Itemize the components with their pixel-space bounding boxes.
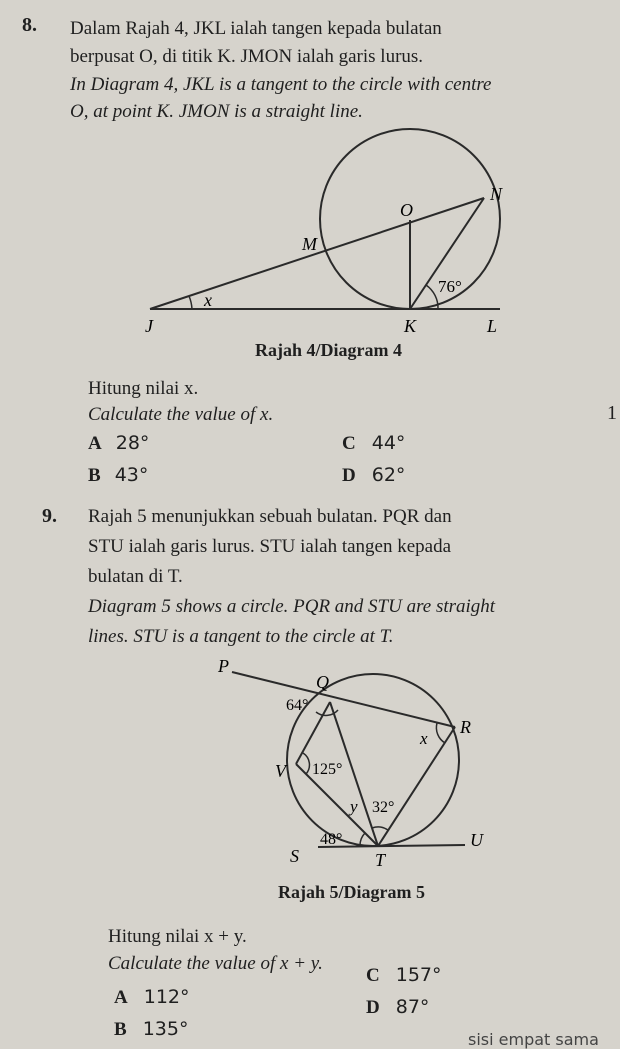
q9-english-line-1: Diagram 5 shows a circle. PQR and STU are straight [88, 596, 496, 617]
angle-48-arc [360, 833, 365, 846]
angle-x-arc [436, 723, 445, 743]
label-v: V [275, 761, 286, 781]
q9-prompt-english: Calculate the value of x + y. [108, 953, 323, 974]
q8-prompt-malay: Hitung nilai x. [88, 378, 199, 399]
label-t: T [375, 850, 386, 870]
question-9-number: 9. [42, 505, 57, 527]
option-letter: C [342, 433, 356, 454]
label-s: S [290, 846, 299, 866]
q8-margin-mark: 1 [607, 402, 617, 424]
q9-prompt-malay: Hitung nilai x + y. [108, 926, 247, 947]
label-n: N [490, 184, 503, 204]
option-value: 135° [142, 1018, 189, 1040]
q9-english-line-2: lines. STU is a tangent to the circle at T. [88, 626, 394, 647]
label-r: R [460, 717, 471, 737]
q8-english-line-1: In Diagram 4, JKL is a tangent to the circle with centre [70, 74, 492, 95]
q9-option-c[interactable] [366, 964, 442, 987]
label-76: 76° [438, 277, 462, 296]
option-value: 87° [395, 996, 430, 1018]
option-value: 112° [143, 986, 190, 1008]
q8-option-a[interactable] [88, 432, 149, 455]
q9-malay-line-1: Rajah 5 menunjukkan sebuah bulatan. PQR dan [88, 506, 452, 527]
q9-option-b[interactable] [114, 1018, 188, 1041]
q8-option-c[interactable] [342, 432, 405, 455]
label-k: K [404, 316, 417, 336]
footer-partial-text: sisi empat sama [468, 1030, 599, 1049]
label-q: Q [316, 672, 329, 692]
chord-rt [378, 727, 455, 846]
option-letter: D [342, 465, 356, 486]
q8-option-b[interactable] [88, 464, 148, 487]
option-letter: B [88, 465, 101, 486]
option-letter: C [366, 965, 380, 986]
option-value: 28° [115, 432, 150, 454]
caption-diagram-4: Rajah 4/Diagram 4 [255, 340, 402, 360]
label-y: y [350, 797, 358, 816]
q9-option-a[interactable] [114, 986, 190, 1009]
option-value: 62° [371, 464, 406, 486]
option-letter: D [366, 997, 380, 1018]
label-48: 48° [320, 831, 343, 848]
label-x: x [420, 729, 428, 748]
label-m: M [302, 234, 317, 254]
q8-english-line-2: O, at point K. JMON is a straight line. [70, 101, 363, 122]
q8-prompt-english: Calculate the value of x. [88, 404, 274, 425]
label-p: P [218, 656, 229, 676]
q8-option-d[interactable] [342, 464, 405, 487]
angle-32-arc [372, 827, 388, 830]
option-value: 157° [395, 964, 442, 986]
label-64: 64° [286, 697, 309, 714]
diagram-5 [0, 652, 620, 882]
q9-option-d[interactable] [366, 996, 429, 1019]
q9-malay-line-2: STU ialah garis lurus. STU ialah tangen kepada [88, 536, 452, 557]
q9-malay-line-3: bulatan di T. [88, 566, 183, 587]
label-l: L [487, 316, 498, 336]
option-value: 44° [371, 432, 406, 454]
option-letter: A [88, 433, 102, 454]
label-x: x [204, 290, 212, 310]
caption-diagram-5: Rajah 5/Diagram 5 [278, 882, 425, 902]
option-value: 43° [114, 464, 149, 486]
label-32: 32° [372, 799, 395, 816]
diagram-4 [0, 120, 620, 360]
label-125: 125° [312, 761, 343, 778]
label-o: O [400, 200, 413, 220]
q8-malay-line-2: berpusat O, di titik K. JMON ialah garis lurus. [70, 46, 424, 67]
q8-malay-line-1: Dalam Rajah 4, JKL ialah tangen kepada bulatan [70, 18, 442, 39]
angle-x-arc [189, 296, 192, 309]
label-u: U [470, 830, 483, 850]
label-j: J [145, 316, 153, 336]
question-8-number: 8. [22, 14, 37, 36]
option-letter: B [114, 1019, 127, 1040]
option-letter: A [114, 987, 128, 1008]
